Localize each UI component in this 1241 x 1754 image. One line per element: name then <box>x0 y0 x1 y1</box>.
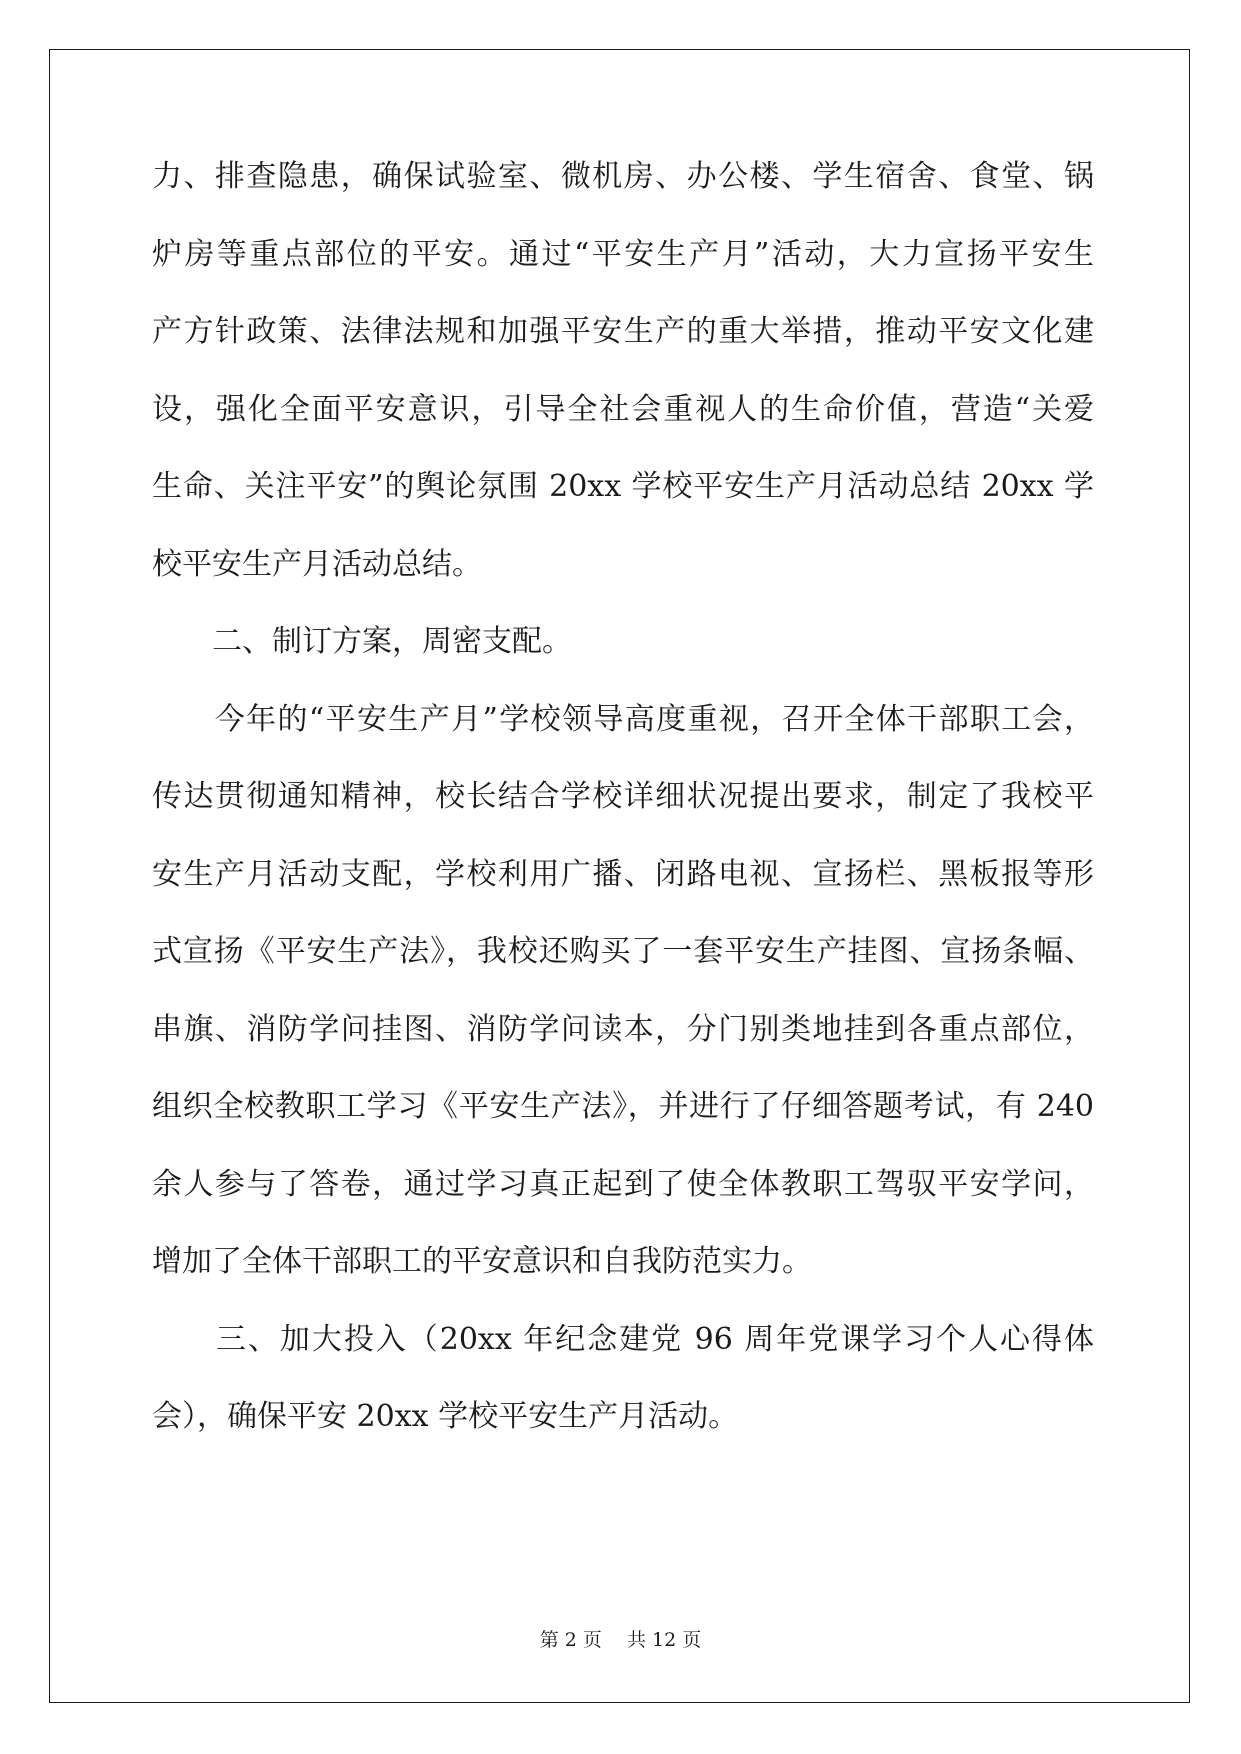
text-line: 今年的“平安生产月”学校领导高度重视，召开全体干部职工会， <box>152 701 1094 737</box>
text-line: 生命、关注平安”的舆论氛围 20xx 学校平安生产月活动总结 20xx 学 <box>152 469 1094 504</box>
text-line: 组织全校教职工学习《平安生产法》，并进行了仔细答题考试，有 240 <box>152 1089 1094 1124</box>
text-line: 三、加大投入（20xx 年纪念建党 96 周年党课学习个人心得体 <box>152 1321 1094 1357</box>
text-line: 余人参与了答卷，通过学习真正起到了使全体教职工驾驭平安学问， <box>152 1166 1094 1202</box>
text-line: 串旗、消防学问挂图、消防学问读本，分门别类地挂到各重点部位， <box>152 1011 1094 1047</box>
text-line: 校平安生产月活动总结。 <box>152 546 482 582</box>
text-line: 炉房等重点部位的平安。通过“平安生产月”活动，大力宣扬平安生 <box>152 236 1094 272</box>
text-line: 产方针政策、法律法规和加强平安生产的重大举措，推动平安文化建 <box>152 314 1094 349</box>
text-line: 传达贯彻通知精神，校长结合学校详细状况提出要求，制定了我校平 <box>152 779 1094 814</box>
text-line: 式宣扬《平安生产法》，我校还购买了一套平安生产挂图、宣扬条幅、 <box>152 934 1094 969</box>
text-line: 增加了全体干部职工的平安意识和自我防范实力。 <box>152 1244 812 1279</box>
text-line: 力、排查隐患，确保试验室、微机房、办公楼、学生宿舍、食堂、锅 <box>152 159 1094 194</box>
text-line: 会），确保平安 20xx 学校平安生产月活动。 <box>152 1399 739 1434</box>
page-number-footer: 第 2 页 共 12 页 <box>539 1629 702 1651</box>
text-line: 设，强化全面平安意识，引导全社会重视人的生命价值，营造“关爱 <box>152 391 1094 427</box>
text-line: 二、制订方案，周密支配。 <box>152 624 572 659</box>
document-body <box>152 158 1094 1476</box>
text-line: 安生产月活动支配，学校利用广播、闭路电视、宣扬栏、黑板报等形 <box>152 856 1094 892</box>
